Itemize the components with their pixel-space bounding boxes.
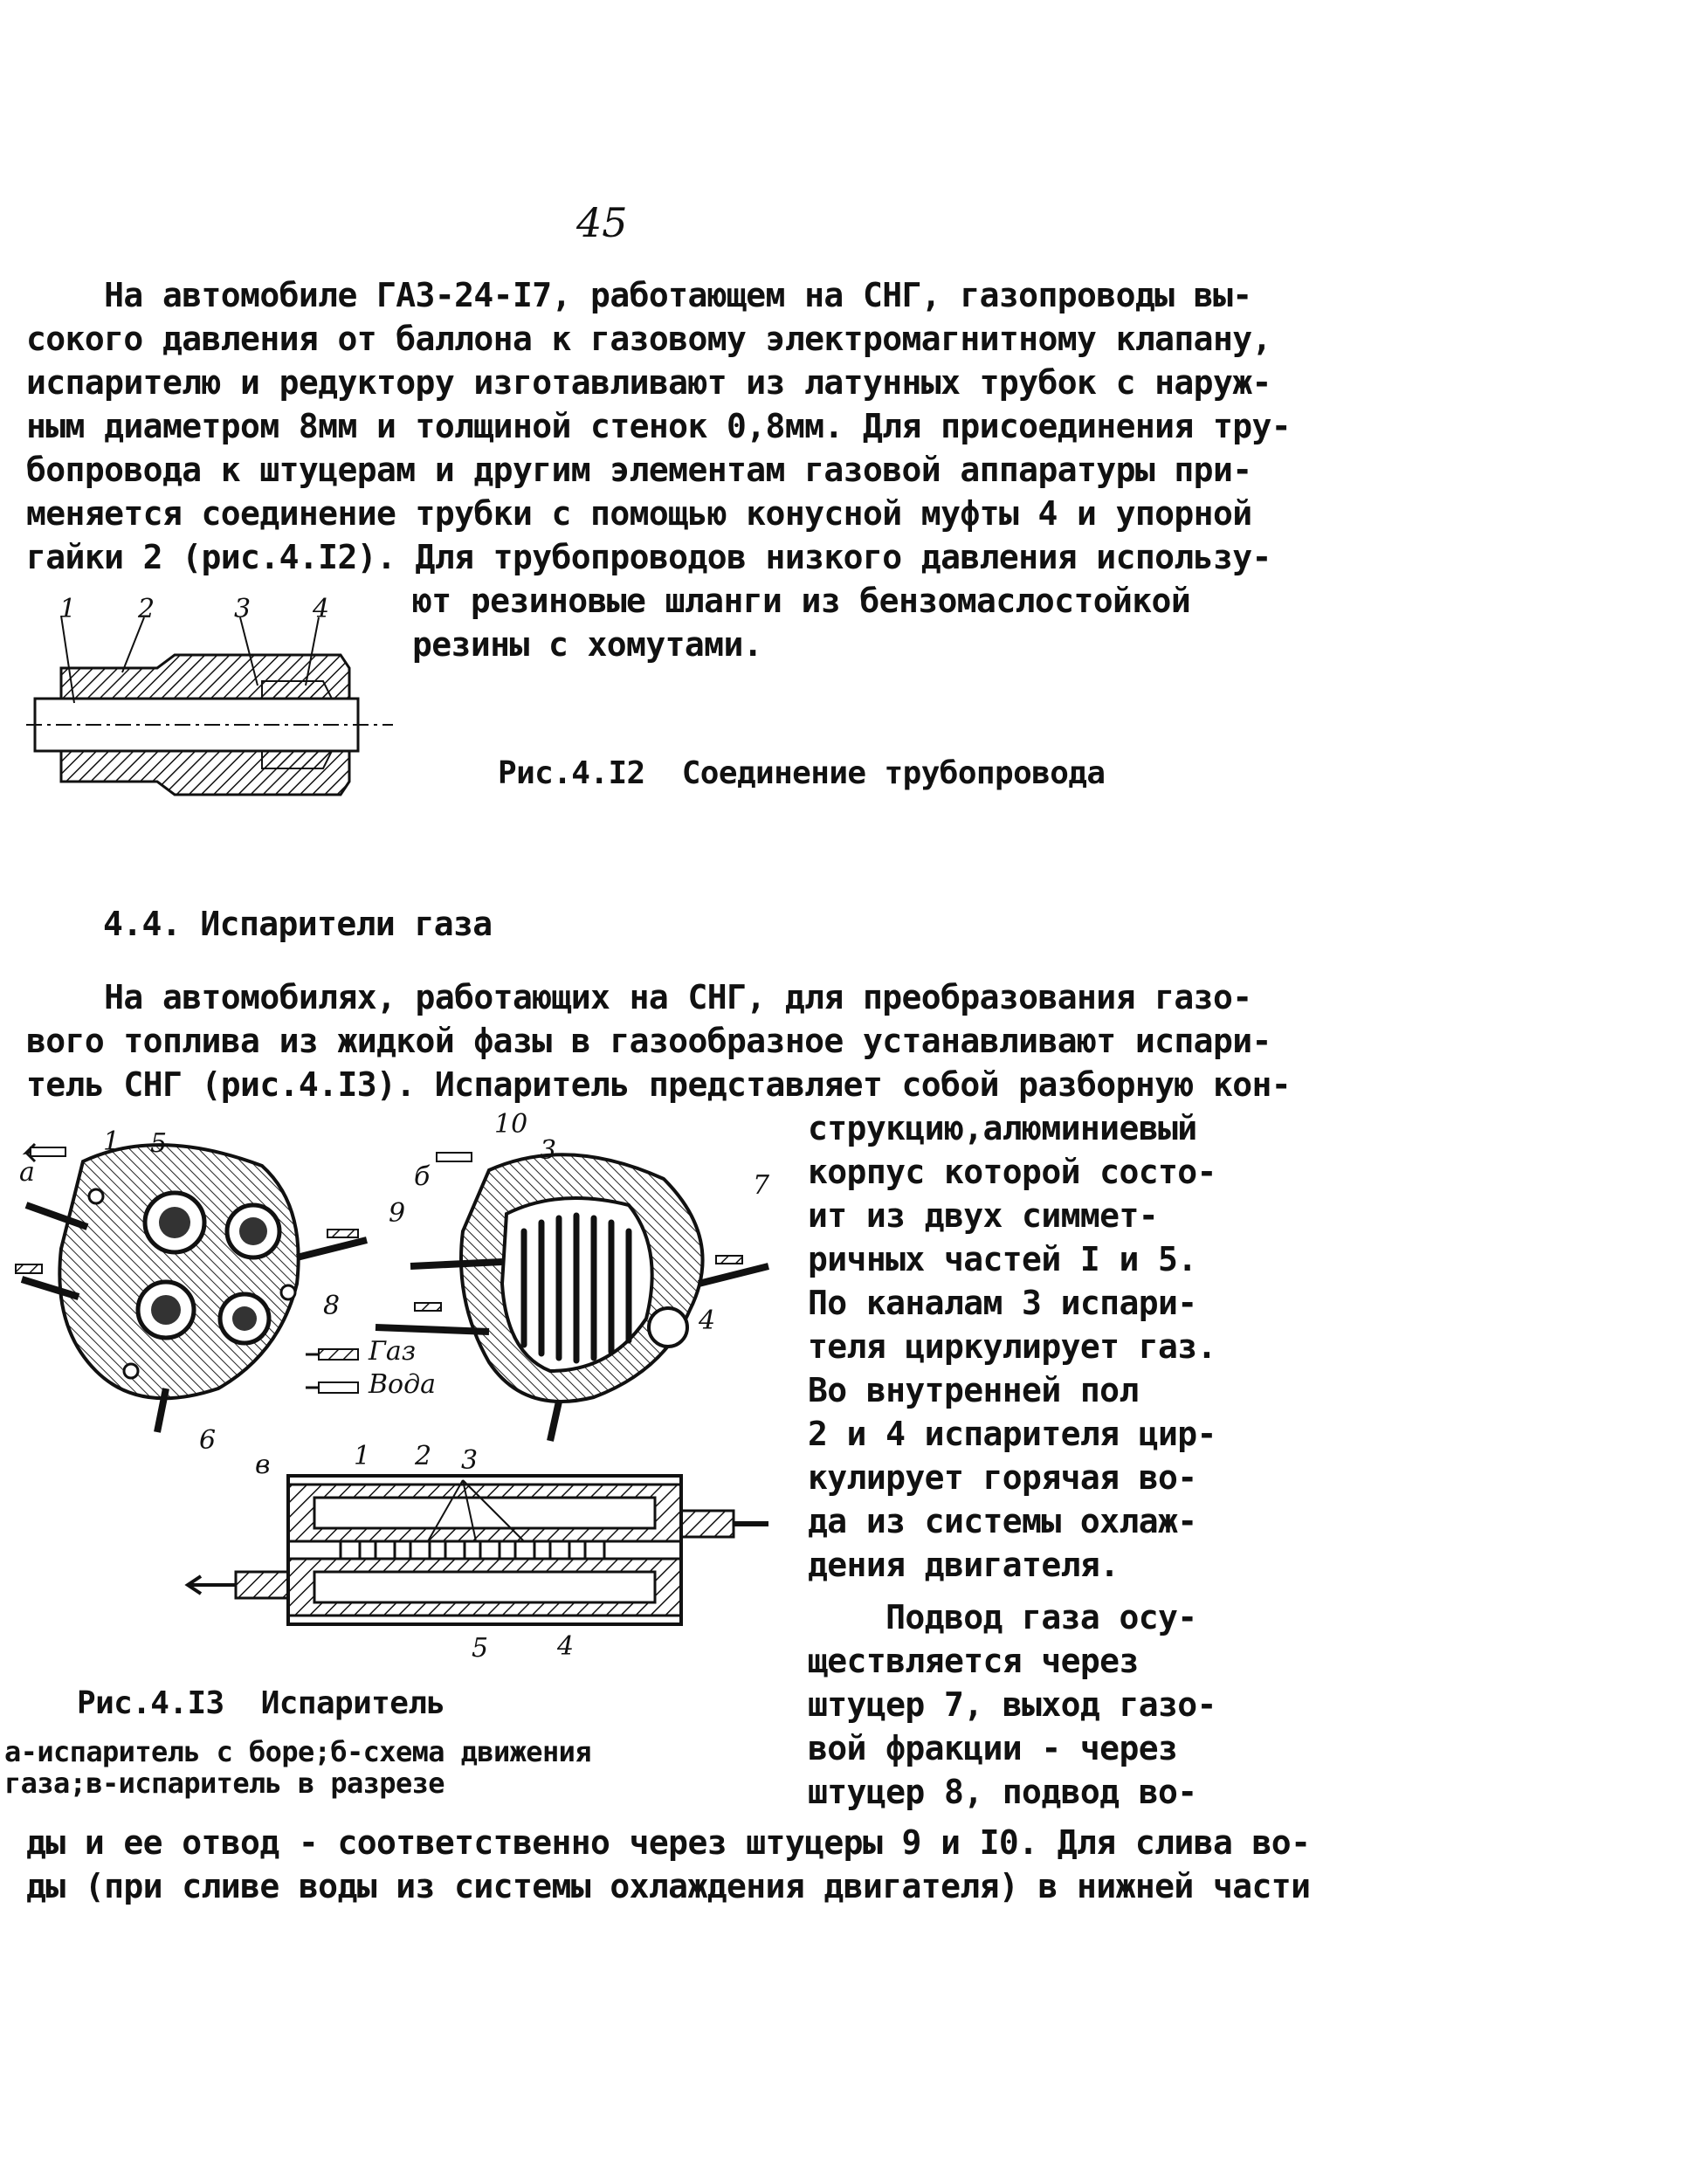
figure-caption: Рис.4.I2 Соединение трубопровода — [498, 755, 1106, 791]
figure-label: 7 — [753, 1170, 770, 1201]
figure-label: 1 — [103, 1126, 121, 1157]
paragraph-line: кулирует горячая во- — [808, 1458, 1197, 1497]
paragraph-line: да из системы охлаж- — [808, 1502, 1197, 1540]
figure-label: 10 — [494, 1109, 528, 1140]
figure-label: 5 — [472, 1633, 489, 1664]
page-number: 45 — [576, 199, 628, 246]
paragraph-line: сокого давления от баллона к газовому электромагнитному клапану, — [26, 320, 1271, 358]
paragraph-line: корпус которой состо- — [808, 1153, 1216, 1191]
figure-label: 2 — [138, 594, 155, 624]
figure-label: 4 — [557, 1631, 575, 1662]
paragraph-line: штуцер 8, подвод во- — [808, 1773, 1197, 1811]
figure-label: в — [255, 1450, 271, 1480]
paragraph-line: струкцию,алюминиевый — [808, 1109, 1197, 1147]
figure-label: 1 — [59, 594, 77, 624]
paragraph-line: дения двигателя. — [808, 1546, 1120, 1584]
figure-caption: Рис.4.I3 Испаритель — [77, 1685, 445, 1721]
paragraph-line: теля циркулирует газ. — [808, 1327, 1216, 1366]
figure-label: 4 — [699, 1306, 716, 1336]
figure-label: 3 — [234, 594, 252, 624]
paragraph-line: Во внутренней пол — [808, 1371, 1139, 1409]
paragraph-line: ществляется через — [808, 1642, 1139, 1680]
figure-label: 6 — [199, 1425, 217, 1456]
figure-caption-detail: а-испаритель с боре;б-схема движения — [4, 1735, 591, 1768]
paragraph-line: ит из двух симмет- — [808, 1196, 1159, 1235]
paragraph-line: По каналам 3 испари- — [808, 1284, 1197, 1322]
legend-gas: Газ — [369, 1336, 417, 1367]
evaporator-cross-section — [188, 1476, 768, 1624]
paragraph-line: ют резиновые шланги из бензомаслостойкой — [412, 582, 1191, 620]
figure-caption-detail: газа;в-испаритель в разрезе — [4, 1767, 444, 1800]
paragraph-line: вой фракции - через — [808, 1729, 1178, 1767]
paragraph-line: штуцер 7, выход газо- — [808, 1685, 1216, 1724]
paragraph-line: меняется соединение трубки с помощью конусной муфты 4 и упорной — [26, 494, 1252, 533]
figure-label: 5 — [150, 1128, 168, 1159]
paragraph-line: На автомобилях, работающих на СНГ, для преобразования газо- — [26, 978, 1252, 1016]
paragraph-line: 2 и 4 испарителя цир- — [808, 1415, 1216, 1453]
paragraph-line: вого топлива из жидкой фазы в газообразное устанавливают испари- — [26, 1022, 1271, 1060]
figure-label: 2 — [415, 1441, 432, 1471]
figure-label: 3 — [540, 1135, 557, 1166]
figure-label: 8 — [323, 1291, 341, 1321]
paragraph-line: испарителю и редуктору изготавливают из латунных трубок с наруж- — [26, 363, 1271, 402]
paragraph-line: ным диаметром 8мм и толщиной стенок 0,8мм. Для присоединения тру- — [26, 407, 1292, 445]
figure-pipe-connection — [26, 598, 402, 808]
figure-label: 4 — [313, 594, 330, 624]
paragraph-line: ды и ее отвод - соответственно через штуцеры 9 и I0. Для слива во- — [26, 1823, 1311, 1862]
paragraph-line: На автомобиле ГАЗ-24-I7, работающем на СНГ, газопроводы вы- — [26, 276, 1252, 314]
legend-water: Вода — [369, 1369, 437, 1400]
paragraph-line: тель СНГ (рис.4.I3). Испаритель представляет собой разборную кон- — [26, 1065, 1292, 1104]
paragraph-line: резины с хомутами. — [412, 625, 763, 664]
figure-label: 3 — [461, 1445, 479, 1476]
figure-label: а — [19, 1157, 35, 1188]
paragraph-line: ричных частей I и 5. — [808, 1240, 1197, 1278]
paragraph-line: ды (при сливе воды из системы охлаждения двигателя) в нижней части — [26, 1867, 1311, 1905]
figure-label: б — [414, 1161, 431, 1192]
figure-label: 9 — [389, 1198, 406, 1229]
paragraph-line: Подвод газа осу- — [808, 1598, 1197, 1636]
section-heading: 4.4. Испарители газа — [103, 905, 493, 943]
figure-label: 1 — [354, 1441, 371, 1471]
paragraph-line: бопровода к штуцерам и другим элементам газовой аппаратуры при- — [26, 451, 1252, 489]
paragraph-line: гайки 2 (рис.4.I2). Для трубопроводов низкого давления использу- — [26, 538, 1271, 576]
